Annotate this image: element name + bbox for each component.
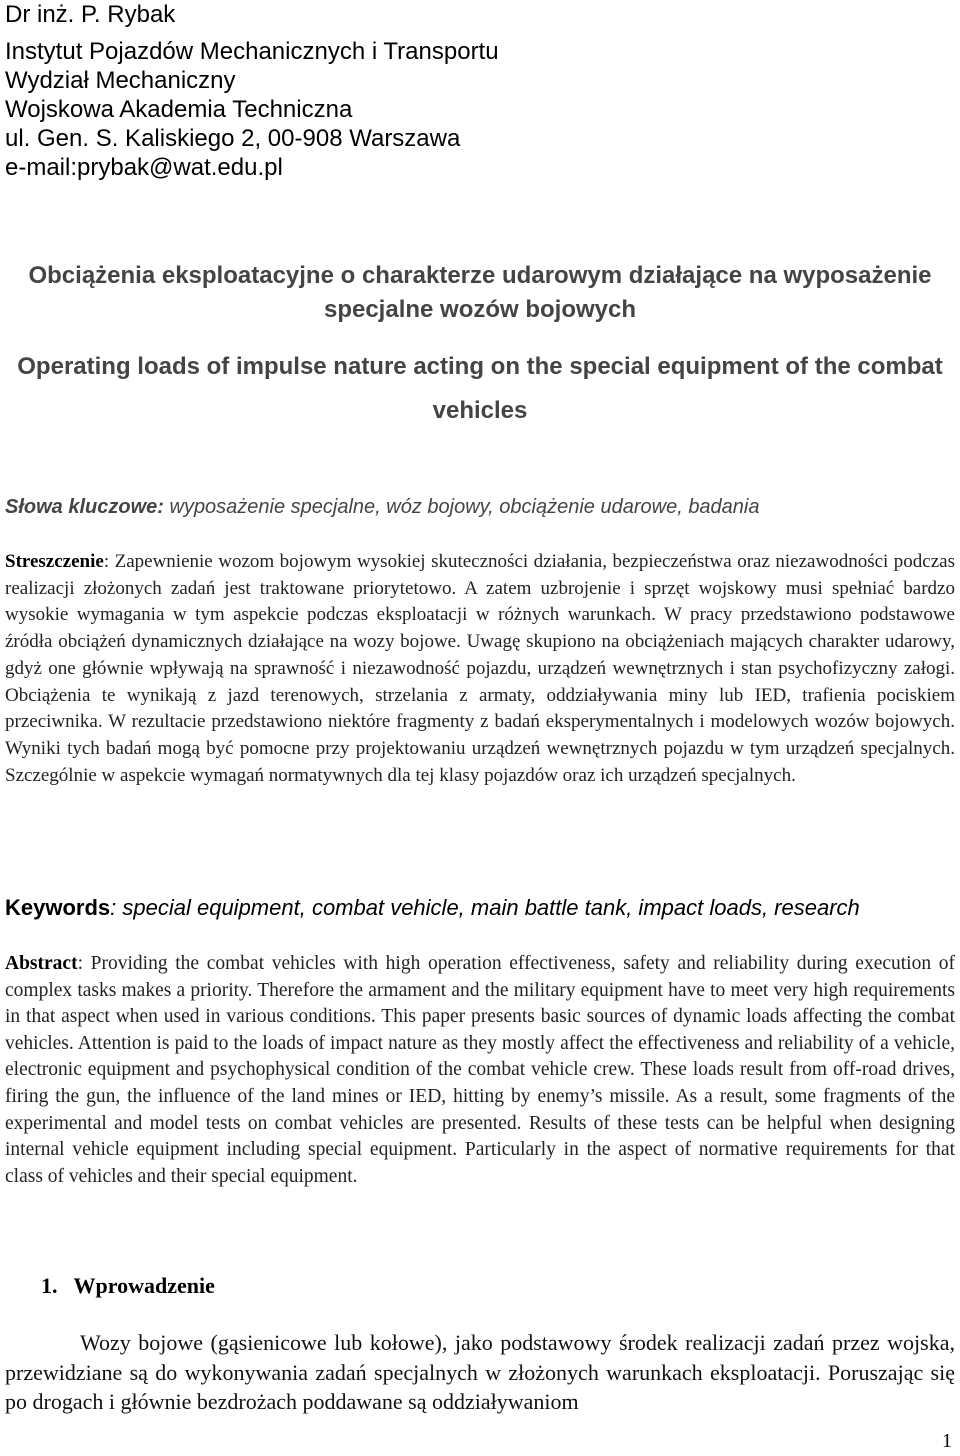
intro-paragraph: Wozy bojowe (gąsienicowe lub kołowe), jako podstawowy środek realizacji zadań przez wojska, przewidziane są do wykonywania zadań specjalnych w złożonych warunkach eksploatacji. Poruszając się po drogach i głównie bezdrożach poddawane są oddziaływaniom <box>5 1330 955 1414</box>
abstract-polish-text: : Zapewnienie wozom bojowym wysokiej skuteczności działania, bezpieczeństwa oraz niezawodności podczas realizacji złożonych zadań jest traktowane priorytetowo. A zatem uzbrojenie i sprzęt wojskowy musi spełniać bardzo wysokie wymagania w tym aspekcie podczas eksploatacji w różnych warunkach. W pracy przedstawiono podstawowe źródła obciążeń dynamicznych działające na wozy bojowe. Uwagę skupiono na obciążeniach mających charakter udarowy, gdyż one głównie wpływają na sprawność i niezawodność pojazdu, urządzeń wewnętrznych i stan psychofizyczny załogi. Obciążenia te wynikają z jazd terenowych, strzelania z armaty, oddziaływania miny lub IED, trafienia pociskiem przeciwnika. W rezultacie przedstawiono niektóre fragmenty z badań eksperymentalnych i modelowych wozów bojowych. Wyniki tych badań mogą być pomocne przy projektowaniu urządzeń wewnętrznych pojazdu w tym urządzeń specjalnych. Szczególnie w aspekcie wymagań normatywnych dla tej klasy pojazdów oraz ich urządzeń specjalnych. <box>5 551 955 786</box>
abstract-english-label: Abstract <box>5 953 78 974</box>
abstract-polish <box>5 549 955 789</box>
title-polish: Obciążenia eksploatacyjne o charakterze udarowym działające na wyposażenie specjalne wozów bojowych <box>28 262 932 323</box>
section-heading <box>41 1271 215 1301</box>
author-name: Dr inż. P. Rybak <box>5 1 176 28</box>
author-address: ul. Gen. S. Kaliskiego 2, 00-908 Warszawa <box>5 125 461 152</box>
author-email: e-mail:prybak@wat.edu.pl <box>5 154 283 181</box>
section-number: 1. <box>41 1273 58 1298</box>
abstract-english-text: : Providing the combat vehicles with high operation effectiveness, safety and reliability during execution of complex tasks makes a priority. Therefore the armament and the military equipment have to meet very high requirements in that aspect when used in various conditions. This paper presents basic sources of dynamic loads affecting the combat vehicles. Attention is paid to the loads of impact nature as they mostly affect the effectiveness and reliability of a vehicle, electronic equipment and psychophysical condition of the combat vehicle crew. These loads result from off-road drives, firing the gun, the influence of the land mines or IED, hitting by enemy’s missile. As a result, some fragments of the experimental and model tests on combat vehicles are presented. Results of these tests can be helpful when designing internal vehicle equipment including special equipment. Particularly in the aspect of normative requirements for that class of vehicles and their special equipment. <box>5 953 955 1187</box>
author-university: Wojskowa Akademia Techniczna <box>5 96 353 123</box>
author-institute: Instytut Pojazdów Mechanicznych i Transportu <box>5 38 499 65</box>
author-faculty: Wydział Mechaniczny <box>5 67 236 94</box>
abstract-polish-label: Streszczenie <box>5 551 104 572</box>
abstract-english <box>5 951 955 1190</box>
title-english: Operating loads of impulse nature acting on the special equipment of the combat vehicles <box>17 353 943 424</box>
section-title: Wprowadzenie <box>73 1273 215 1298</box>
keywords-polish-label: Słowa kluczowe: <box>5 496 164 518</box>
keywords-english-label: Keywords <box>5 895 111 920</box>
page-number: 1 <box>942 1430 952 1452</box>
keywords-polish <box>5 493 955 521</box>
author-block <box>5 0 945 182</box>
keywords-polish-text: wyposażenie specjalne, wóz bojowy, obciążenie udarowe, badania <box>163 496 760 518</box>
keywords-english <box>5 893 955 923</box>
keywords-english-text: : special equipment, combat vehicle, main battle tank, impact loads, research <box>110 895 860 920</box>
